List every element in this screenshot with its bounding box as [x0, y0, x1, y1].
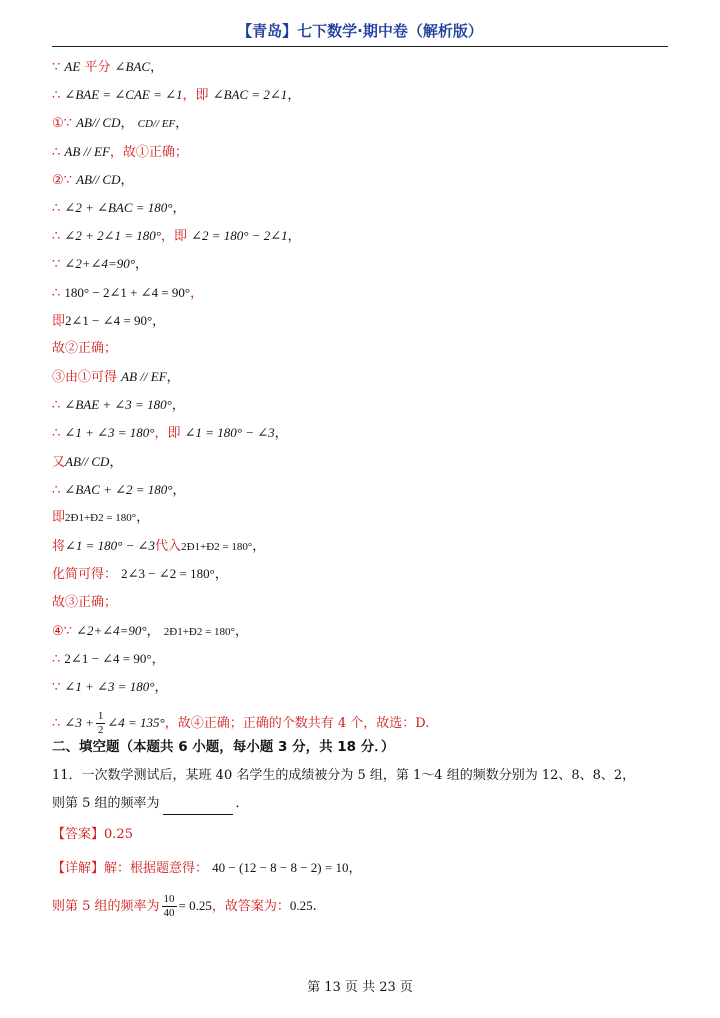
header-title: 【青岛】七下数学·期中卷（解析版） — [237, 22, 483, 40]
fraction-numerator: 10 — [163, 892, 175, 905]
line-text: ， — [136, 510, 150, 525]
solution-content — [52, 56, 668, 925]
line-text: 平分 — [84, 60, 111, 75]
math-expr: ∠1 = 180° − ∠3 — [184, 425, 275, 441]
line-text: ， — [152, 313, 166, 329]
line-text: 化简可得： — [52, 567, 118, 583]
math-expr: ∠2+∠4=90° — [76, 622, 147, 638]
math-expr: AB// CD — [65, 453, 110, 469]
solution-line — [52, 56, 668, 84]
solution-line — [52, 338, 668, 366]
math-expr: 0.25 — [289, 897, 313, 913]
math-expr: AB// CD — [76, 115, 121, 131]
line-text: ，故答案为： — [211, 898, 290, 914]
answer-value: 0.25 — [104, 826, 133, 842]
line-text: ，故①正确； — [109, 144, 188, 160]
detail-line — [52, 853, 668, 887]
line-text: ∴ — [52, 482, 61, 498]
solution-line — [52, 253, 668, 281]
math-expr: AB // EF — [64, 143, 110, 159]
line-text: ， — [214, 567, 228, 583]
solution-line — [52, 620, 668, 648]
question-line — [52, 765, 668, 793]
line-text: ， — [287, 229, 301, 245]
fraction-numerator: 1 — [97, 710, 104, 723]
line-text: ∴ — [52, 426, 61, 442]
line-text: ， — [120, 172, 134, 188]
line-text: ， — [274, 426, 288, 442]
solution-line — [52, 592, 668, 620]
math-expr: 2Ð1+Ð2 = 180° — [163, 625, 235, 638]
line-text: 又 — [52, 454, 66, 470]
line-text: ， — [166, 370, 180, 386]
page-header — [52, 8, 668, 47]
solution-line — [52, 422, 668, 450]
solution-line — [52, 310, 668, 338]
line-text: ， — [172, 482, 186, 498]
line-text: ∴ — [52, 716, 61, 732]
solution-line — [52, 563, 668, 591]
math-expr: ∠BAC + ∠2 = 180° — [64, 481, 173, 497]
line-text: 代入 — [155, 539, 182, 555]
line-text: ， — [252, 539, 266, 555]
line-text: ，即 — [182, 88, 209, 104]
line-text: ， — [109, 454, 123, 470]
answer-label: 【答案】 — [52, 826, 105, 842]
fraction-denominator: 2 — [97, 724, 104, 737]
answer-blank — [163, 800, 233, 815]
line-text: ， — [234, 623, 248, 639]
line-text: ∴ — [52, 285, 61, 301]
line-text: 故②正确； — [52, 340, 118, 356]
line-text: ， — [348, 860, 362, 876]
math-expr: ∠BAE + ∠3 = 180° — [64, 397, 172, 413]
math-expr: 2Ð1+Ð2 = 180° — [65, 512, 137, 524]
question-text: 则第 5 组的频率为 — [52, 795, 160, 811]
answer-line — [52, 821, 668, 853]
solution-line — [52, 366, 668, 394]
solution-line — [52, 141, 668, 169]
math-expr: ∠2+∠4=90° — [64, 256, 135, 272]
line-text: 故③正确； — [52, 594, 118, 610]
line-text: ， — [120, 116, 134, 132]
math-expr: ∠4 = 135° — [107, 715, 165, 731]
solution-line — [52, 676, 668, 704]
line-text: ，即 — [160, 229, 187, 245]
fraction — [96, 710, 106, 737]
math-expr: ∠2 + 2∠1 = 180° — [64, 228, 161, 244]
line-text: 即 — [52, 510, 66, 525]
line-text: ，故④正确；正确的个数共有 4 个，故选：D. — [164, 716, 430, 732]
math-expr: 2Ð1+Ð2 = 180° — [181, 541, 253, 554]
math-expr: ∠1 + ∠3 = 180° — [64, 679, 155, 695]
math-expr: ∠3 + — [64, 715, 94, 731]
math-expr: ∠1 + ∠3 = 180° — [64, 425, 155, 441]
line-text: ， — [154, 680, 168, 696]
solution-line — [52, 451, 668, 479]
line-text: 即 — [52, 313, 66, 329]
detail-label: 【详解】解：根据题意得： — [52, 860, 209, 876]
line-text: ∴ — [52, 144, 61, 160]
line-text: ，即 — [154, 426, 181, 442]
line-text: ∴ — [52, 651, 61, 667]
math-expr: 2∠1 − ∠4 = 90° — [65, 312, 153, 328]
fraction-denominator: 40 — [163, 906, 175, 919]
line-text: ， — [146, 623, 160, 639]
math-expr: ∠BAE = ∠CAE = ∠1 — [64, 87, 183, 103]
math-expr: AE — [64, 59, 81, 74]
line-text: ②∵ — [52, 172, 72, 188]
solution-line — [52, 112, 668, 140]
solution-line — [52, 479, 668, 507]
solution-line — [52, 535, 668, 563]
math-expr: 40 − (12 − 8 − 8 − 2) = 10 — [212, 859, 349, 875]
solution-line — [52, 282, 668, 310]
line-text: ， — [172, 200, 186, 216]
math-expr: ∠BAC = 2∠1 — [212, 87, 288, 103]
line-text: ④∵ — [52, 623, 72, 639]
line-text: ， — [134, 257, 148, 273]
solution-line — [52, 507, 668, 535]
line-text: ∴ — [52, 229, 61, 245]
math-expr: ∠1 = 180° − ∠3 — [65, 538, 156, 554]
math-expr: ∠BAC — [114, 59, 151, 74]
line-text: ①∵ — [52, 116, 72, 132]
line-text: ∵ — [52, 60, 61, 75]
line-text: . — [312, 898, 317, 914]
solution-line — [52, 394, 668, 422]
math-expr: ∠2 + ∠BAC = 180° — [64, 199, 173, 215]
line-text: 将 — [52, 539, 66, 555]
math-expr: CD// EF — [137, 118, 176, 131]
question-text: 11．一次数学测试后，某班 40 名学生的成绩被分为 5 组，第 1～4 组的频数分别为 12、8、8、2， — [52, 767, 636, 783]
math-expr: 2∠1 − ∠4 = 90° — [64, 650, 152, 666]
math-expr: = 0.25 — [178, 897, 212, 913]
line-text: 则第 5 组的频率为 — [52, 898, 160, 914]
solution-line — [52, 169, 668, 197]
math-expr: AB // EF — [121, 369, 167, 385]
line-text: ， — [175, 116, 189, 132]
question-text: ． — [235, 795, 249, 811]
solution-line — [52, 225, 668, 253]
line-text: ∵ — [52, 680, 61, 696]
fraction — [162, 893, 177, 920]
line-text: ∴ — [52, 88, 61, 104]
line-text: ∵ — [52, 257, 61, 273]
math-expr: AB// CD — [76, 171, 121, 187]
line-text: ， — [287, 88, 301, 104]
line-text: ， — [190, 285, 204, 301]
line-text: ， — [151, 651, 165, 667]
section-title: 二、填空题（本题共 6 小题，每小题 3 分，共 18 分．） — [52, 739, 395, 756]
line-text: ， — [150, 60, 164, 75]
line-text: ∴ — [52, 398, 61, 414]
line-text: ∴ — [52, 200, 61, 216]
page-footer: 第 13 页 共 23 页 — [307, 980, 413, 995]
conclusion-line — [52, 887, 668, 925]
solution-line — [52, 648, 668, 676]
line-text: ③由①可得 — [52, 370, 118, 386]
line-text: ， — [171, 398, 185, 414]
math-expr: 2∠3 − ∠2 = 180° — [121, 566, 215, 582]
solution-line — [52, 84, 668, 112]
math-expr: ∠2 = 180° − 2∠1 — [191, 228, 288, 244]
math-expr: 180° − 2∠1 + ∠4 = 90° — [64, 284, 191, 300]
question-line — [52, 793, 668, 821]
solution-line — [52, 197, 668, 225]
